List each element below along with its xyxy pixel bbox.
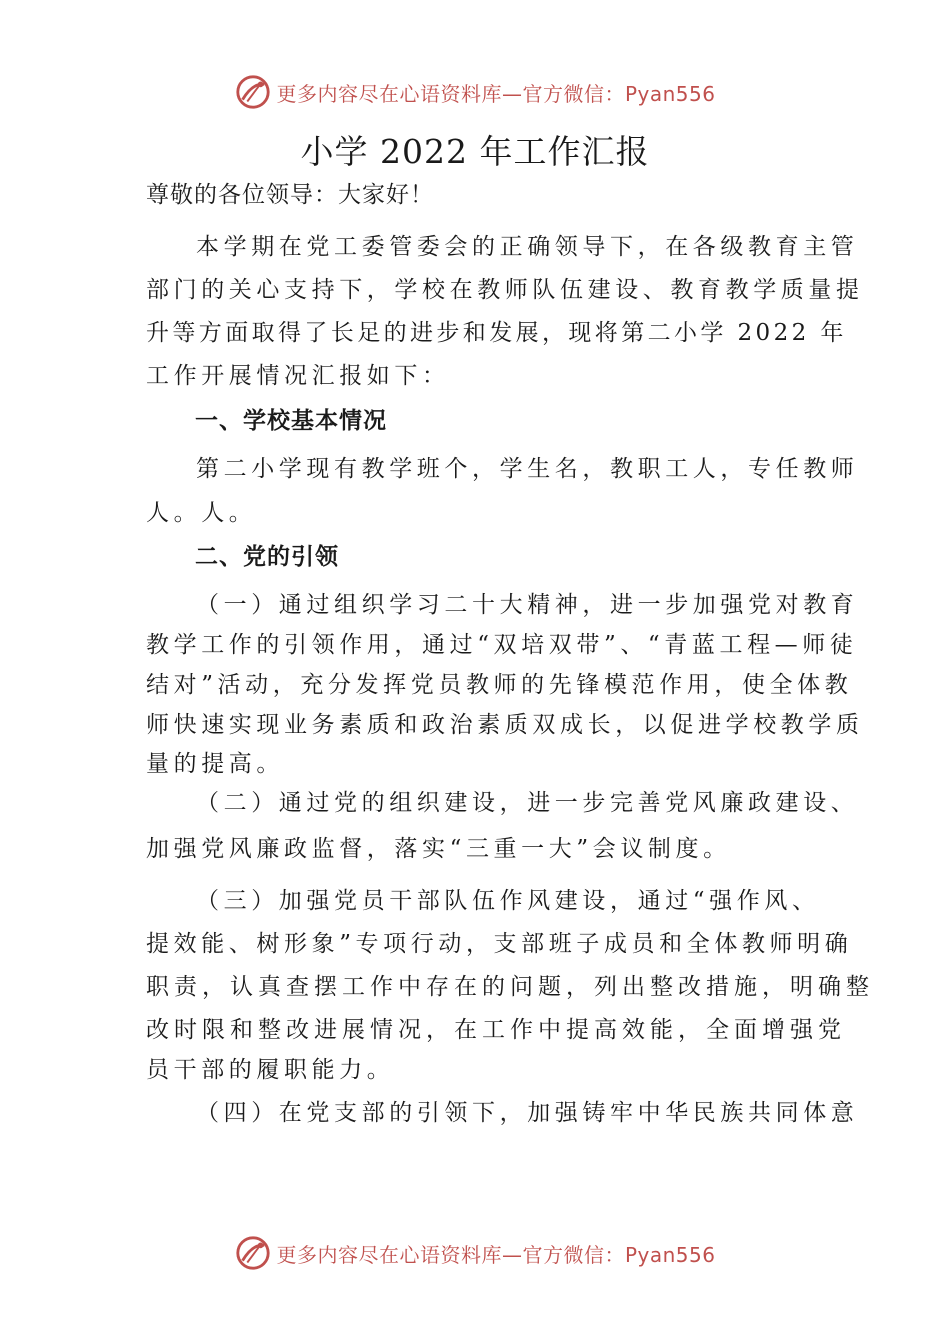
paragraph-line: 第二小学现有教学班个，学生名，教职工人，专任教师: [196, 456, 859, 482]
brand-logo-icon: [234, 1234, 272, 1272]
paragraph-line: 人。人。: [146, 500, 257, 526]
watermark-text: 更多内容尽在心语资料库—官方微信：Pyan556: [276, 81, 716, 106]
paragraph-line: 师快速实现业务素质和政治素质双成长，以促进学校教学质: [146, 712, 864, 738]
section-heading-basic-info: 一、学校基本情况: [195, 408, 387, 434]
brand-logo-icon: [234, 73, 272, 111]
paragraph-line: 升等方面取得了长足的进步和发展，现将第二小学 2022 年: [146, 320, 847, 346]
paragraph-line: 加强党风廉政监督，落实“三重一大”会议制度。: [146, 836, 731, 862]
paragraph-line: 教学工作的引领作用，通过“双培双带”、“青蓝工程—师徒: [146, 632, 858, 658]
watermark-text: 更多内容尽在心语资料库—官方微信：Pyan556: [276, 1242, 716, 1267]
paragraph-line: 结对”活动，充分发挥党员教师的先锋模范作用，使全体教: [146, 672, 853, 698]
paragraph-line: 改时限和整改进展情况，在工作中提高效能，全面增强党: [146, 1017, 846, 1043]
paragraph-line: 员干部的履职能力。: [146, 1057, 395, 1083]
paragraph-line: 工作开展情况汇报如下：: [146, 363, 450, 389]
watermark-banner-bottom: [0, 1233, 950, 1273]
paragraph-line: （二）通过党的组织建设，进一步完善党风廉政建设、: [196, 790, 859, 816]
section-heading-party-leadership: 二、党的引领: [195, 544, 339, 570]
paragraph-line: 职责，认真查摆工作中存在的问题，列出整改措施，明确整: [146, 974, 874, 1000]
greeting: 尊敬的各位领导：大家好！: [146, 182, 434, 208]
document-title: 小学 2022 年工作汇报: [300, 132, 650, 171]
paragraph-line: 部门的关心支持下，学校在教师队伍建设、教育教学质量提: [146, 277, 864, 303]
paragraph-line: 量的提高。: [146, 751, 284, 777]
paragraph-line: （一）通过组织学习二十大精神，进一步加强党对教育: [196, 592, 859, 618]
paragraph-line: （三）加强党员干部队伍作风建设，通过“强作风、: [196, 888, 820, 914]
paragraph-line: 本学期在党工委管委会的正确领导下，在各级教育主管: [196, 234, 859, 260]
watermark-banner-top: [0, 72, 950, 112]
paragraph-line: （四）在党支部的引领下，加强铸牢中华民族共同体意: [196, 1100, 859, 1126]
paragraph-line: 提效能、树形象”专项行动，支部班子成员和全体教师明确: [146, 931, 853, 957]
